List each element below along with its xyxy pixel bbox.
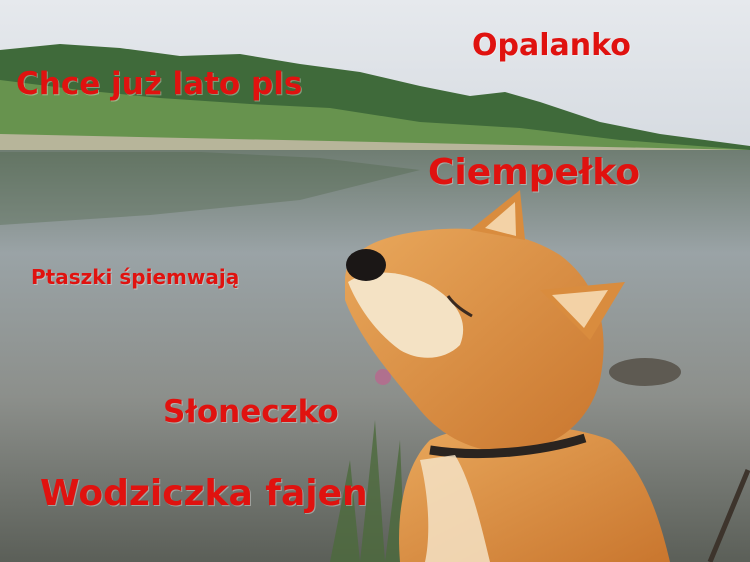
caption-opalanko: Opalanko — [472, 28, 631, 63]
dog-nose — [346, 249, 386, 281]
caption-ciempelko: Ciempełko — [428, 152, 640, 193]
rock — [609, 358, 681, 386]
caption-chce-juz-lato: Chce już lato pls — [16, 66, 303, 102]
caption-ptaszki: Ptaszki śpiemwają — [31, 265, 240, 289]
caption-wodziczka: Wodziczka fajen — [40, 473, 368, 514]
caption-sloneczko: Słoneczko — [163, 394, 339, 430]
